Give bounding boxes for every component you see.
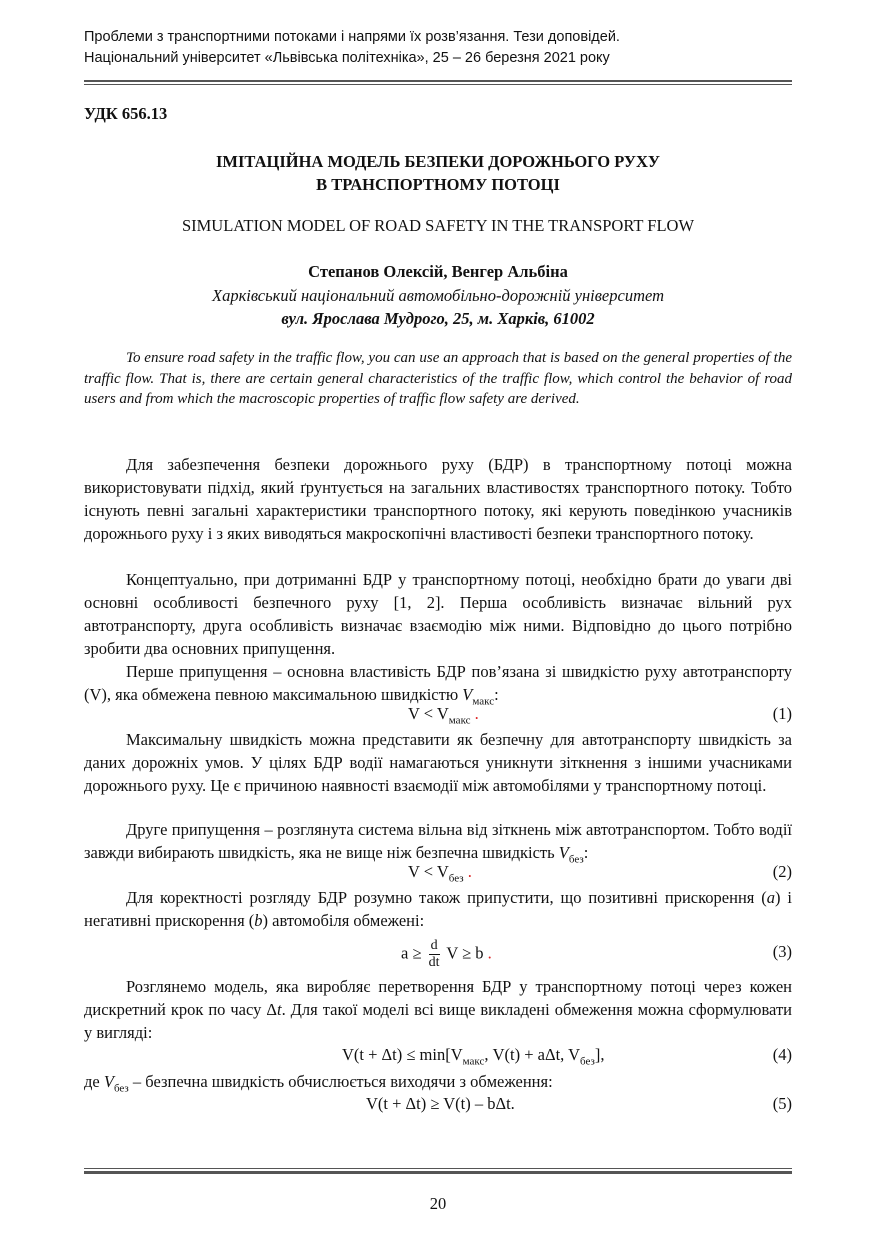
header-line-1: Проблеми з транспортними потоками і напрями їх розв’язання. Тези доповідей. <box>84 29 620 45</box>
title-line-2: В ТРАНСПОРТНОМУ ПОТОЦІ <box>316 175 560 194</box>
footer-rule-thin <box>84 1168 792 1169</box>
header-line-2: Національний університет «Львівська політехніка», 25 – 26 березня 2021 року <box>84 50 610 66</box>
equation-3: a ≥ $\frac{d}{dt}$ V ≥ b . (3) <box>401 938 792 970</box>
abstract: To ensure road safety in the traffic flow, you can use an approach that is based on the general properties of the traffic flow. That is, there are certain general characteristics of the traffic flow, which control the behavior of road users and from which the macroscopic properties of traffic flow safety are derived. <box>84 350 792 407</box>
paper-title <box>84 150 792 196</box>
title-english: SIMULATION MODEL OF ROAD SAFETY IN THE TRANSPORT FLOW <box>181 216 695 235</box>
footer-rule-thick <box>84 1171 792 1174</box>
equation-2-number: (2) <box>772 862 792 881</box>
paragraph-8: де $V_{без}$ – безпечна швидкість обчислюється виходячи з обмеження: <box>84 1072 553 1095</box>
paragraph-7: Розглянемо модель, яка виробляє перетворення БДР у транспортному потоці через кожен дискретний крок по часу Δt. Для такої моделі всі вище викладені обмеження можна сформулювати у вигляді: <box>84 977 792 1042</box>
paragraph-6: Для коректності розгляду БДР розумно також припустити, що позитивні прискорення (a) і негативні прискорення (b) автомобіля обмежені: <box>84 888 792 930</box>
udc-code: УДК 656.13 <box>84 104 168 123</box>
equation-5: V(t + Δt) ≥ V(t) – bΔt. (5) <box>366 1094 792 1113</box>
paragraph-5: Друге припущення – розглянута система вільна від зіткнень між автотранспортом. Тобто водії завжди вибирають швидкість, яка не вище ніж безпечна швидкість $V_{без}$: <box>84 820 792 866</box>
equation-5-number: (5) <box>772 1094 792 1113</box>
paragraph-1: Для забезпечення безпеки дорожнього руху (БДР) в транспортному потоці можна використовувати підхід, який ґрунтується на загальних властивостях транспортного потоку. Тобто існують певні загальні характеристики транспортного потоку, які керують поведінкою учасників дорожнього руху і з яких виводяться макроскопічні властивості безпеки транспортного потоку. <box>84 455 792 543</box>
university: Харківський національний автомобільно-дорожній університет <box>211 286 665 305</box>
paragraph-3: Перше припущення – основна властивість БДР пов’язана зі швидкістю руху автотранспорту (V), яка обмежена певною максимальною швидкістю $V_{макс}$: <box>84 662 792 708</box>
equation-1: $V < V_{макс}$ . (1) <box>408 704 792 727</box>
page-number: 20 <box>429 1194 447 1213</box>
equation-4: $V(t + \Delta t) \le \min[V_{макс}$, V(t) + aΔt, $V_{без}$], (4) <box>342 1045 792 1068</box>
header-rule-thick <box>84 80 792 82</box>
address: вул. Ярослава Мудрого, 25, м. Харків, 61002 <box>281 309 595 328</box>
paragraph-2: Концептуально, при дотриманні БДР у транспортному потоці, необхідно брати до уваги дві основні особливості безпечного руху [1, 2]. Перша особливість визначає вільний рух автотранспорту, друга особливість визначає взаємодію між ними. Відповідно до цього потрібно зробити два основних припущення. <box>84 570 792 658</box>
equation-3-number: (3) <box>772 942 792 961</box>
equation-1-number: (1) <box>772 704 792 723</box>
authors: Степанов Олексій, Венгер Альбіна <box>308 262 568 281</box>
paragraph-4: Максимальну швидкість можна представити як безпечну для автотранспорту швидкість за даних дорожніх умов. У цілях БДР водії намагаються уникнути зіткнення з іншими учасниками дорожнього руху. Це є причиною наявності взаємодії між автомобілями у транспортному потоці. <box>84 730 792 795</box>
equation-2: $V < V_{без}$ . (2) <box>408 862 792 885</box>
title-line-1: ІМІТАЦІЙНА МОДЕЛЬ БЕЗПЕКИ ДОРОЖНЬОГО РУХУ <box>215 152 661 171</box>
equation-4-number: (4) <box>772 1045 792 1064</box>
header-rule-thin <box>84 84 792 85</box>
running-header <box>84 27 804 69</box>
affiliation <box>84 284 792 330</box>
